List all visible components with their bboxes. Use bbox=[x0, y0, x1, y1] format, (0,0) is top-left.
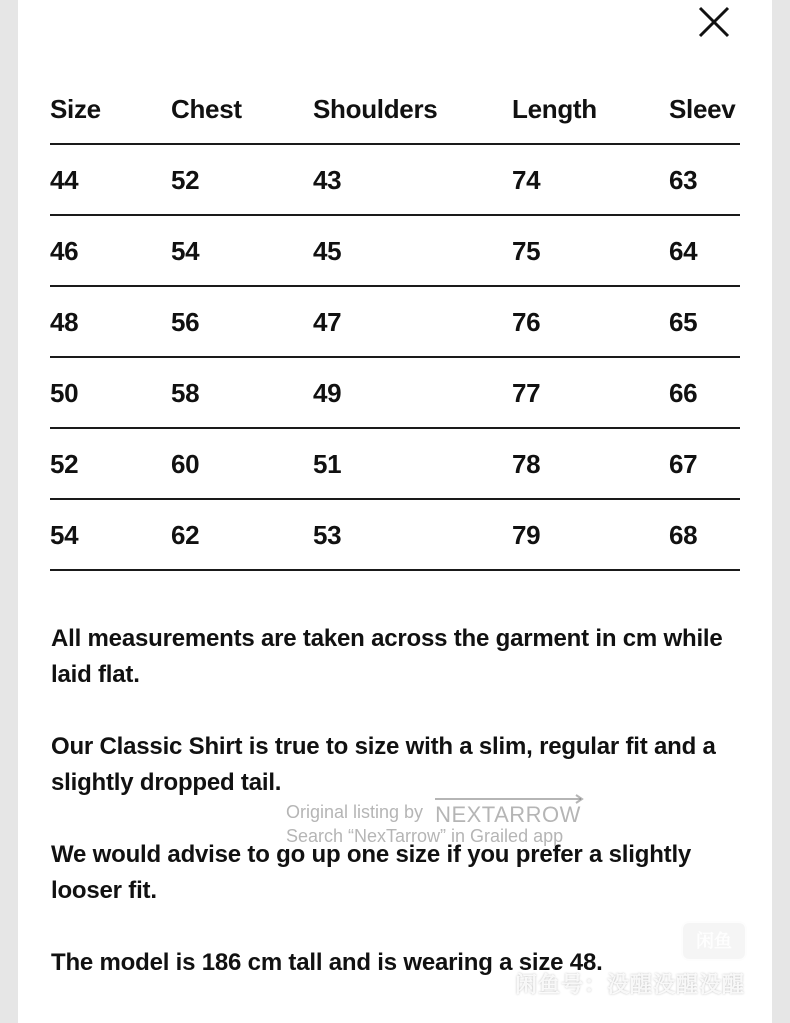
cell-chest: 60 bbox=[171, 449, 200, 479]
size-table bbox=[50, 72, 740, 571]
size-guide-sheet bbox=[18, 0, 772, 1023]
cell-size: 54 bbox=[50, 520, 79, 550]
cell-length: 74 bbox=[512, 165, 541, 195]
cell-sleeve: 63 bbox=[669, 165, 698, 195]
cell-size: 46 bbox=[50, 236, 79, 266]
cell-length: 75 bbox=[512, 236, 541, 266]
size-notes bbox=[51, 621, 751, 1017]
note-model: The model is 186 cm tall and is wearing a size 48. bbox=[51, 949, 603, 976]
column-header-chest: Chest bbox=[171, 94, 242, 124]
cell-shoulders: 49 bbox=[313, 378, 342, 408]
cell-size: 48 bbox=[50, 307, 79, 337]
table-row bbox=[50, 216, 740, 287]
right-margin bbox=[772, 0, 790, 1023]
cell-shoulders: 47 bbox=[313, 307, 342, 337]
left-margin bbox=[0, 0, 18, 1023]
cell-size: 44 bbox=[50, 165, 79, 195]
note-measurements: All measurements are taken across the garment in cm while laid flat. bbox=[51, 625, 723, 688]
cell-shoulders: 43 bbox=[313, 165, 342, 195]
table-row bbox=[50, 358, 740, 429]
cell-shoulders: 45 bbox=[313, 236, 342, 266]
table-row bbox=[50, 500, 740, 571]
table-header-row bbox=[50, 72, 740, 145]
cell-chest: 58 bbox=[171, 378, 200, 408]
note-fit: Our Classic Shirt is true to size with a slim, regular fit and a slightly dropped tail. bbox=[51, 733, 716, 796]
cell-sleeve: 66 bbox=[669, 378, 698, 408]
cell-length: 79 bbox=[512, 520, 541, 550]
watermark-search-hint: Search “NexTarrow” in Grailed app bbox=[286, 826, 564, 846]
column-header-size: Size bbox=[50, 94, 101, 124]
close-icon bbox=[694, 2, 734, 42]
xianyu-id-watermark: 闲鱼号：没醒没醒没醒 bbox=[515, 972, 746, 997]
xianyu-badge: 闲鱼 bbox=[681, 921, 747, 961]
column-header-shoulders: Shoulders bbox=[313, 94, 438, 124]
cell-chest: 54 bbox=[171, 236, 200, 266]
cell-size: 52 bbox=[50, 449, 79, 479]
watermark-original-listing: Original listing by bbox=[286, 801, 424, 822]
column-header-sleeve: Sleev bbox=[669, 94, 736, 124]
cell-size: 50 bbox=[50, 378, 79, 408]
cell-sleeve: 68 bbox=[669, 520, 698, 550]
cell-chest: 56 bbox=[171, 307, 200, 337]
cell-shoulders: 53 bbox=[313, 520, 342, 550]
table-row bbox=[50, 145, 740, 216]
cell-chest: 52 bbox=[171, 165, 200, 195]
watermark-brand-text: NEXTARROW bbox=[435, 802, 581, 827]
column-header-length: Length bbox=[512, 94, 597, 124]
table-row bbox=[50, 287, 740, 358]
cell-chest: 62 bbox=[171, 520, 200, 550]
cell-length: 77 bbox=[512, 378, 541, 408]
cell-sleeve: 67 bbox=[669, 449, 698, 479]
cell-shoulders: 51 bbox=[313, 449, 342, 479]
cell-sleeve: 64 bbox=[669, 236, 698, 266]
cell-length: 76 bbox=[512, 307, 541, 337]
cell-sleeve: 65 bbox=[669, 307, 698, 337]
close-button[interactable] bbox=[694, 2, 734, 42]
table-row bbox=[50, 429, 740, 500]
cell-length: 78 bbox=[512, 449, 541, 479]
note-advice: We would advise to go up one size if you prefer a slightly looser fit. bbox=[51, 841, 692, 904]
